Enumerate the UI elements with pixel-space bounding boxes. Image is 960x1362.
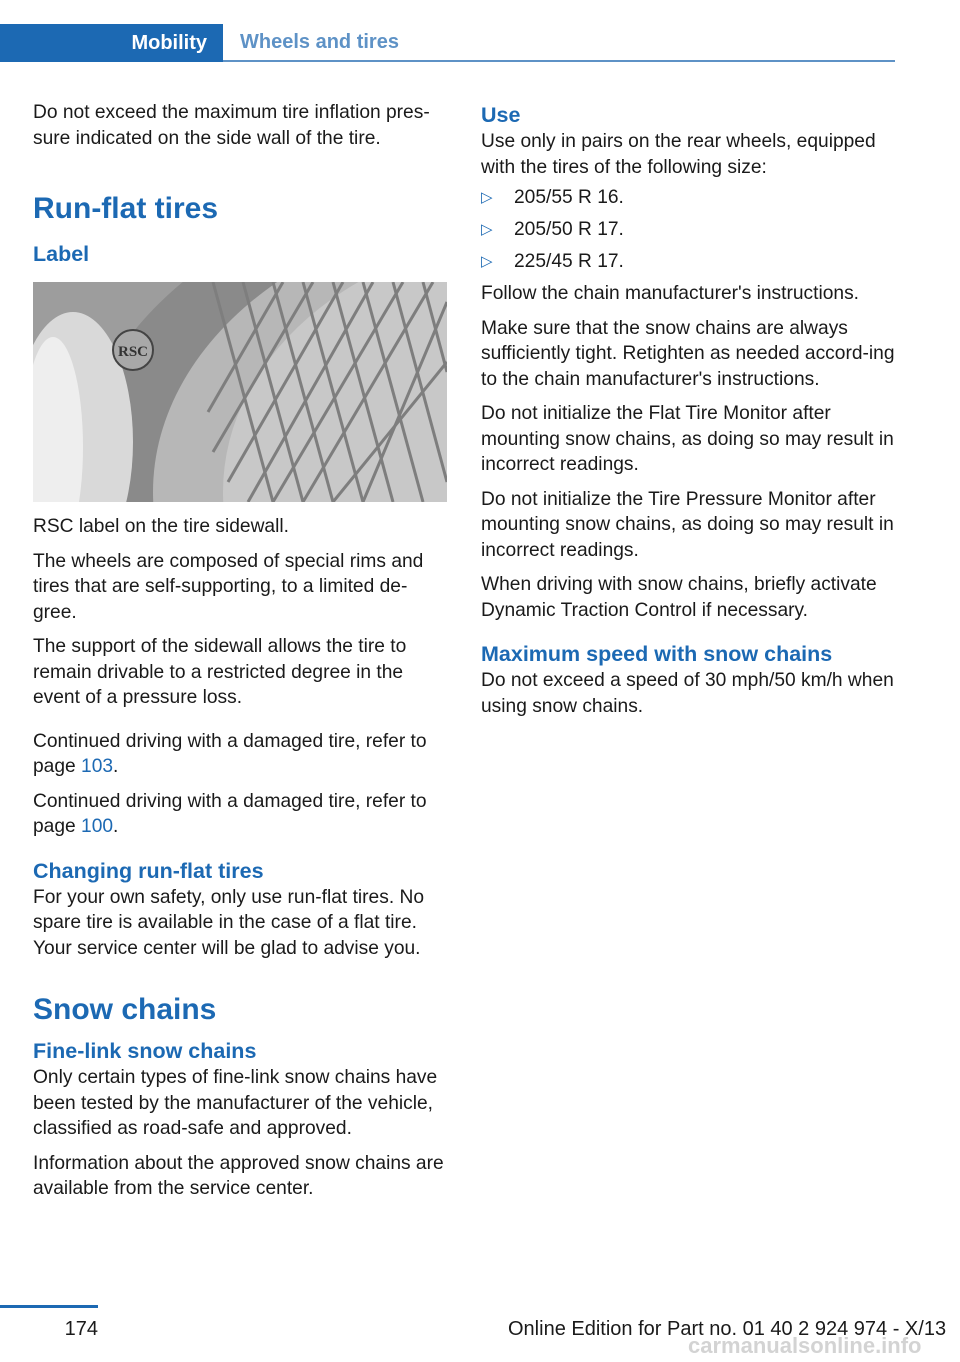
heading-changing-run-flat: Changing run-flat tires xyxy=(33,858,264,883)
paragraph-flat-tire-monitor: Do not initialize the Flat Tire Monitor after mounting snow chains, as doing so may result in incorrect readings. xyxy=(481,403,894,475)
page-header xyxy=(0,24,895,62)
chapter-tab: Wheels and tires xyxy=(223,24,895,62)
paragraph-composed: The wheels are composed of special rims and tires that are self-supporting, to a limited de-gree. xyxy=(33,550,424,623)
footer-divider xyxy=(0,1305,98,1308)
triangle-bullet-icon: ▷ xyxy=(481,221,493,238)
figure-caption: RSC label on the tire sidewall. xyxy=(33,516,289,537)
paragraph-continued-1: Continued driving with a damaged tire, refer to page 103. xyxy=(33,730,427,777)
watermark: carmanualsonline.info xyxy=(688,1333,922,1358)
edition-text: Online Edition for Part no. 01 40 2 924 974 - X/13 xyxy=(508,1318,947,1340)
paragraph-changing: For your own safety, only use run-flat tires. No spare tire is available in the case of a flat tire. Your service center will be glad to advise you. xyxy=(33,886,425,959)
paragraph-continued-2: Continued driving with a damaged tire, refer to page 100. xyxy=(33,790,427,837)
heading-snow-chains: Snow chains xyxy=(33,993,217,1026)
list-item: ▷ 225/45 R 17. xyxy=(481,249,895,275)
heading-fine-link: Fine-link snow chains xyxy=(33,1039,257,1063)
tire-size-list xyxy=(481,185,895,275)
paragraph-use: Use only in pairs on the rear wheels, equipped with the tires of the following size: xyxy=(481,131,876,178)
triangle-bullet-icon: ▷ xyxy=(481,253,493,270)
triangle-bullet-icon: ▷ xyxy=(481,189,493,206)
paragraph-follow: Follow the chain manufacturer's instructions. xyxy=(481,283,859,304)
heading-run-flat-tires: Run-flat tires xyxy=(33,192,219,225)
heading-use: Use xyxy=(481,103,521,127)
heading-label: Label xyxy=(33,242,90,266)
section-tab: Mobility xyxy=(0,24,223,62)
paragraph-fine-link: Only certain types of fine-link snow chains have been tested by the manufacturer of the vehicle, classified as road-safe and approved. xyxy=(33,1067,438,1139)
intro-paragraph: Do not exceed the maximum tire inflation pres-sure indicated on the side wall of the tire. xyxy=(33,102,430,149)
rsc-logo-text: RSC xyxy=(117,344,149,360)
paragraph-max-speed: Do not exceed a speed of 30 mph/50 km/h when using snow chains. xyxy=(481,670,894,717)
right-column xyxy=(481,100,895,728)
paragraph-tight: Make sure that the snow chains are always sufficiently tight. Retighten as needed accord-ing to the chain manufacturer's instructions. xyxy=(481,317,895,390)
paragraph-dtc: When driving with snow chains, briefly activate Dynamic Traction Control if necessary. xyxy=(481,574,877,621)
paragraph-tire-pressure-monitor: Do not initialize the Tire Pressure Monitor after mounting snow chains, as doing so may result in incorrect readings. xyxy=(481,488,894,561)
continued-text-2: Continued driving with a damaged tire, refer to page xyxy=(33,790,427,837)
heading-max-speed: Maximum speed with snow chains xyxy=(481,642,833,666)
left-column xyxy=(33,100,447,1211)
paragraph-support: The support of the sidewall allows the tire to remain drivable to a restricted degree in the event of a pressure loss. xyxy=(33,636,407,708)
continued-text-1: Continued driving with a damaged tire, refer to page xyxy=(33,730,427,777)
page-number: 174 xyxy=(64,1318,98,1340)
list-item: ▷ 205/50 R 17. xyxy=(481,217,895,243)
page-link-103[interactable]: 103 xyxy=(81,756,114,777)
paragraph-info: Information about the approved snow chains are available from the service center. xyxy=(33,1152,444,1199)
page-link-100[interactable]: 100 xyxy=(81,816,114,837)
list-item: ▷ 205/55 R 16. xyxy=(481,185,895,211)
tire-sidewall-figure xyxy=(33,282,447,502)
tire-illustration xyxy=(33,282,447,502)
